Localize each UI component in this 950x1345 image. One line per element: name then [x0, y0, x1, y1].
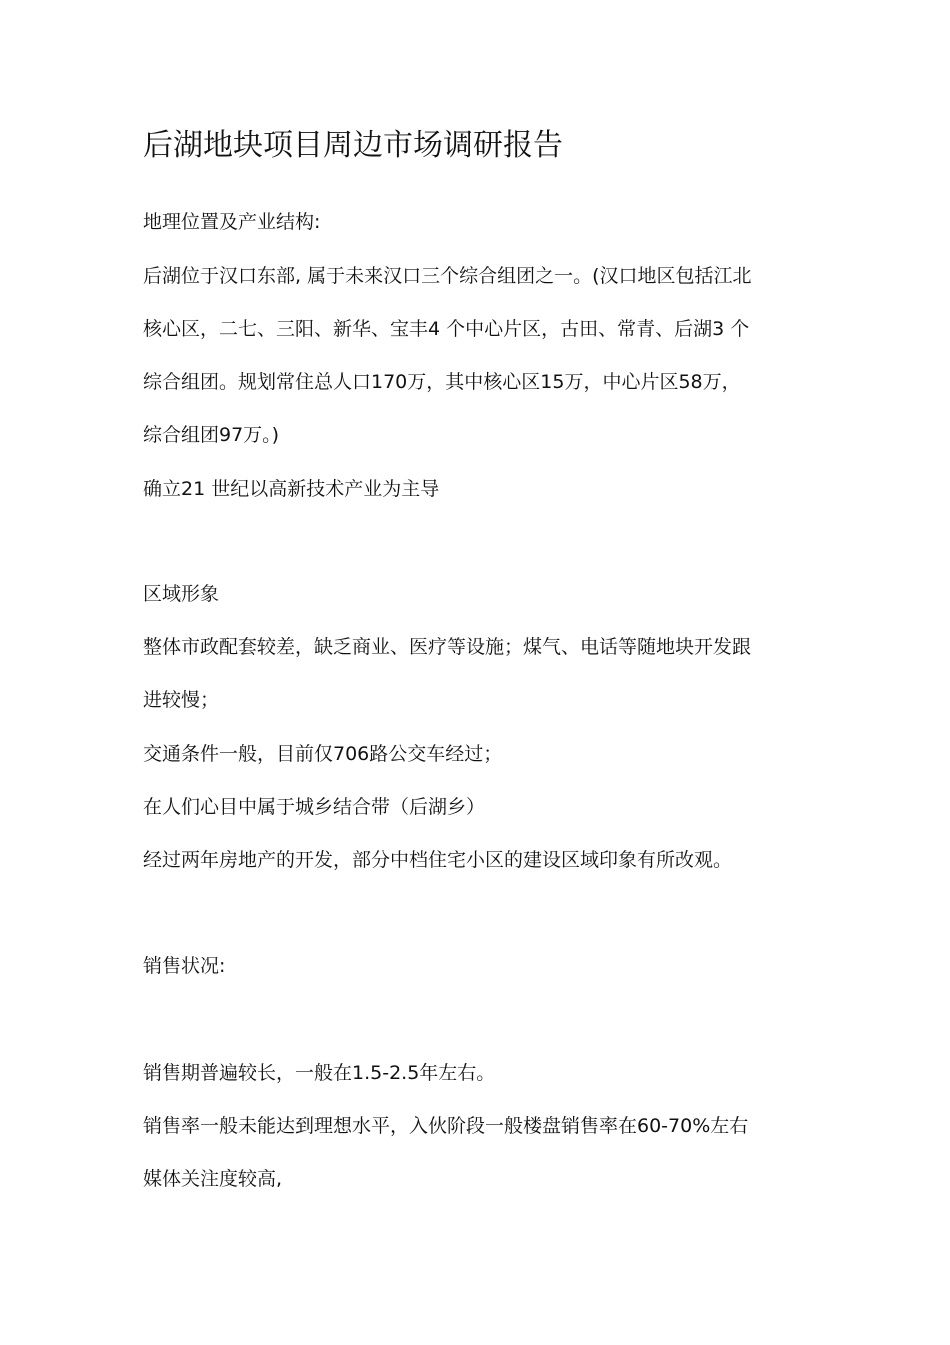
section-heading-geo: 地理位置及产业结构: [143, 211, 321, 233]
document-title: 后湖地块项目周边市场调研报告 [143, 128, 563, 163]
paragraph-line: 媒体关注度较高, [143, 1168, 283, 1190]
paragraph-line: 交通条件一般，目前仅706路公交车经过； [143, 743, 503, 765]
paragraph-line: 综合组团97万。) [143, 424, 280, 446]
paragraph-line: 确立21 世纪以高新技术产业为主导 [143, 478, 440, 500]
paragraph-line: 后湖位于汉口东部, 属于未来汉口三个综合组团之一。(汉口地区包括江北 [143, 265, 752, 287]
paragraph-line: 在人们心目中属于城乡结合带（后湖乡） [143, 796, 486, 818]
paragraph-line: 核心区，二七、三阳、新华、宝丰4 个中心片区，古田、常青、后湖3 个 [143, 318, 750, 340]
paragraph-line: 销售期普遍较长，一般在1.5-2.5年左右。 [143, 1062, 496, 1084]
paragraph-line: 进较慢； [143, 689, 220, 711]
paragraph-line: 整体市政配套较差，缺乏商业、医疗等设施；煤气、电话等随地块开发跟 [143, 636, 752, 658]
section-heading-image: 区域形象 [143, 583, 220, 605]
paragraph-line: 综合组团。规划常住总人口170万，其中核心区15万，中心片区58万， [143, 371, 741, 393]
section-heading-sales: 销售状况: [143, 955, 226, 977]
paragraph-line: 销售率一般未能达到理想水平，入伙阶段一般楼盘销售率在60-70%左右 [143, 1115, 749, 1137]
paragraph-line: 经过两年房地产的开发，部分中档住宅小区的建设区域印象有所改观。 [143, 849, 733, 871]
